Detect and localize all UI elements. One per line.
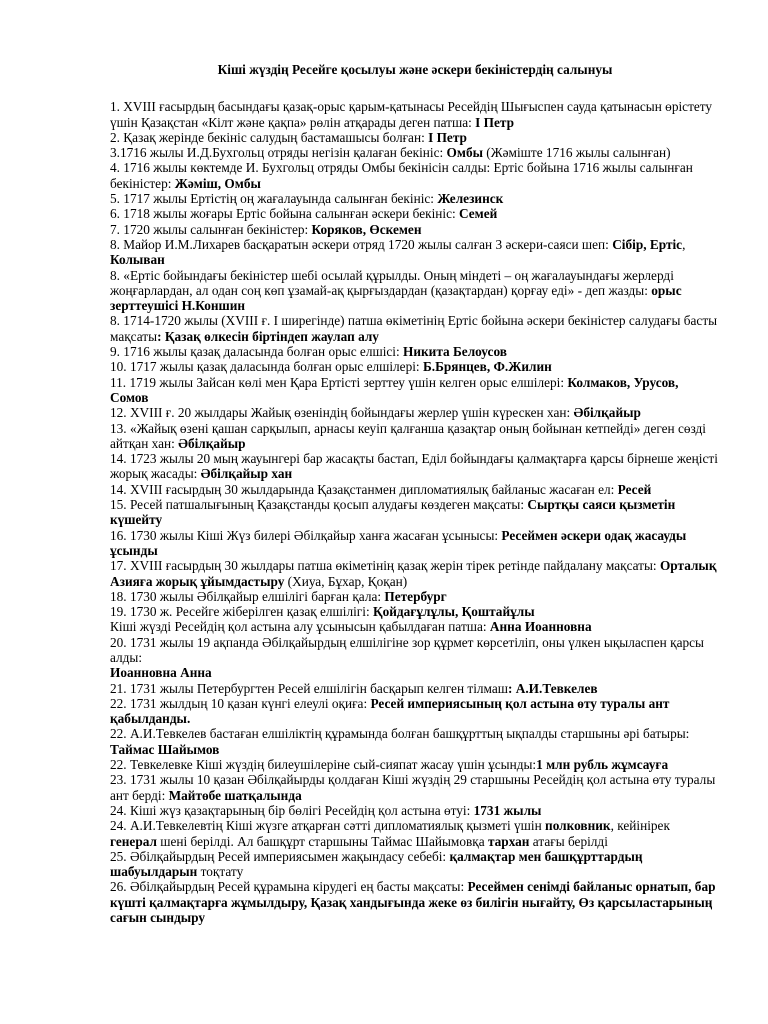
answer-text: генерал — [110, 833, 157, 849]
list-item — [110, 772, 720, 803]
answer-text: Әбілқайыр — [178, 435, 246, 451]
list-item — [110, 268, 720, 314]
question-text: 25. Әбілқайырдың Ресей империясымен жақындасу себебі: — [110, 848, 450, 864]
list-item — [110, 237, 720, 268]
list-item — [110, 619, 720, 634]
list-item — [110, 160, 720, 191]
list-item — [110, 604, 720, 619]
question-text: 24. Кіші жүз қазақтарының бір бөлігі Ресейдің қол астына өтуі: — [110, 802, 474, 818]
question-text: 17. XVIII ғасырдың 30 жылдары патша өкіметінің қазақ жерін тірек ретінде пайдалану мақсаты: — [110, 558, 660, 574]
question-text: 14. XVIII ғасырдың 30 жылдарында Қазақстанмен дипломатиялық байланыс жасаған ел: — [110, 481, 618, 497]
answer-text: орыс зерттеушісі Н.Коншин — [110, 282, 682, 314]
question-text: , кейінірек — [610, 818, 670, 834]
question-text: 11. 1719 жылы Зайсан көлі мен Қара Ертісті зерттеу үшін келген орыс елшілері: — [110, 374, 568, 390]
question-text: 14. 1723 жылы 20 мың жауынгері бар жасақты бастап, Еділ бойындағы қалмақтарға қарсы бірнеше жеңісті жорық жасады: — [110, 451, 718, 482]
answer-text: Ресей империясының қол астына өту туралы ант қабылданды. — [110, 695, 670, 727]
question-text: 22. Тевкелевке Кіші жүздің билеушілеріне сый-сияпат жасау үшін ұсынды: — [110, 757, 537, 773]
answer-text: Қойдағұлұлы, Қоштайұлы — [372, 604, 535, 620]
question-text: 10. 1717 жылы қазақ даласында болған орыс елшілері: — [110, 359, 423, 375]
page-title: Кіші жүздің Ресейге қосылуы және әскери бекіністердің салынуы — [217, 62, 613, 77]
list-item — [110, 726, 720, 757]
question-text: 6. 1718 жылы жоғары Ертіс бойына салынған әскери бекініс: — [110, 206, 459, 222]
question-text: 26. Әбілқайырдың Ресей құрамына кірудегі ең басты мақсаты: — [110, 879, 468, 895]
question-text: 13. «Жайық өзені қашан сарқылып, арнасы кеуіп қалғанша қазақтар оның бойынан кетпейді» деген сөзді айтқан хан: — [110, 420, 706, 451]
list-item — [110, 879, 720, 925]
list-item — [110, 359, 720, 374]
answer-text: : Қазақ өлкесін біртіндеп жаулап алу — [157, 328, 379, 344]
question-text: 22. 1731 жылдың 10 қазан күнгі елеулі оқиға: — [110, 695, 371, 711]
question-text: шені берілді. Ал башқұрт старшыны Таймас Шайымовқа — [156, 833, 488, 849]
answer-text: Колыван — [110, 252, 165, 268]
list-item — [110, 344, 720, 359]
question-text: 20. 1731 жылы 19 ақпанда Әбілқайырдың елшілігіне зор құрмет көрсетіліп, оны үлкен ықыласпен қарсы алды: — [110, 634, 704, 665]
question-text: тоқтату — [197, 864, 244, 880]
question-text: 24. А.И.Тевкелевтің Кіші жүзге атқарған сәтті дипломатиялық қызметі үшін — [110, 818, 546, 834]
list-item — [110, 451, 720, 482]
list-item — [110, 849, 720, 880]
question-text: 3.1716 жылы И.Д.Бухгольц отряды негізін қалаған бекініс: — [110, 145, 447, 161]
question-text: 7. 1720 жылы салынған бекіністер: — [110, 221, 312, 237]
list-item — [110, 145, 720, 160]
list-item — [110, 191, 720, 206]
question-text: 21. 1731 жылы Петербургтен Ресей елшілігін басқарып келген тілмаш — [110, 680, 508, 696]
answer-text: қалмақтар мен башқұрттардың шабуылдарын — [110, 848, 643, 880]
list-item — [110, 818, 720, 849]
list-item — [110, 130, 720, 145]
list-item — [110, 222, 720, 237]
answer-text: Колмаков, Урусов, Сомов — [110, 374, 679, 405]
list-item — [110, 558, 720, 589]
question-text: атағы берілді — [529, 833, 608, 849]
list-item — [110, 421, 720, 452]
question-text: 4. 1716 жылы көктемде И. Бухгольц отряды Омбы бекінісін салды: Ертіс бойына 1716 жылы салынған бекіністер: — [110, 160, 693, 191]
answer-text: Ресей — [617, 481, 652, 497]
document-page — [110, 62, 720, 925]
answer-text: Анна Иоанновна — [489, 619, 592, 635]
question-text: 23. 1731 жылы 10 қазан Әбілқайырды қолдаған Кіші жүздің 29 старшыны Ресейдің қол астына өту туралы ант берді: — [110, 772, 716, 803]
answer-text: I Петр — [428, 129, 467, 145]
answer-text: Әбілқайыр хан — [200, 466, 293, 482]
list-item — [110, 589, 720, 604]
list-item — [110, 482, 720, 497]
question-text: 16. 1730 жылы Кіші Жүз билері Әбілқайыр ханға жасаған ұсынысы: — [110, 527, 502, 543]
list-item — [110, 405, 720, 420]
question-text: 1. XVIII ғасырдың басындағы қазақ-орыс қарым-қатынасы Ресейдің Шығыспен сауда қатынасын өрістету үшін Қазақстан «Кілт және қақпа» рөлін атқарады деген патша: — [110, 99, 713, 130]
question-text: 8. Майор И.М.Лихарев басқаратын әскери отряд 1720 жылы салған 3 әскери-саяси шеп: — [110, 236, 613, 252]
list-item — [110, 681, 720, 696]
answer-text: Әбілқайыр — [573, 405, 641, 421]
question-text: 9. 1716 жылы қазақ даласында болған орыс елшісі: — [110, 344, 404, 360]
answer-text: Сыртқы саяси қызметін күшейту — [110, 497, 676, 528]
list-item — [110, 757, 720, 772]
answer-text: Петербург — [384, 588, 447, 604]
list-item — [110, 528, 720, 559]
list-item — [110, 635, 720, 666]
answer-text: Жәміш, Омбы — [174, 175, 261, 191]
answer-text: Сібір, Ертіс — [612, 236, 683, 252]
question-text: 12. XVIII ғ. 20 жылдары Жайық өзеніндің бойындағы жерлер үшін күрескен хан: — [110, 405, 574, 421]
answer-text: : А.И.Тевкелев — [508, 680, 598, 696]
list-item — [110, 99, 720, 130]
question-text: 8. «Ертіс бойындағы бекіністер шебі осылай құрылды. Оның міндеті – оң жағалауындағы жерлерді жоңғарлардан, ал одан соң көп ұзамай-ақ қырғыздардан (қазақтардан) қорғау еді» - деп жазды: — [110, 267, 674, 298]
list-item — [110, 497, 720, 528]
question-text: 22. А.И.Тевкелев бастаған елшіліктің құрамында болған башқұрттың ықпалды старшыны әрі батыры: — [110, 726, 690, 742]
question-text: 8. 1714-1720 жылы (XVIII ғ. I ширегінде) патша өкіметінің Ертіс бойына әскери бекіністер салудағы басты мақсаты — [110, 313, 718, 344]
question-text: 19. 1730 ж. Ресейге жіберілген қазақ елшілігі: — [110, 604, 373, 620]
question-text: (Хиуа, Бұхар, Қоқан) — [284, 573, 408, 589]
question-text: 2. Қазақ жерінде бекініс салудың бастамашысы болған: — [110, 129, 429, 145]
answer-text: Ресеймен сенімді байланыс орнатып, бар күшті қалмақтарға жұмылдыру, Қазақ хандығында жеке өз билігін нығайту, Өз қарсыластарының сағын сындыру — [110, 879, 716, 926]
answer-text: полковник — [545, 818, 611, 834]
answer-text: Таймас Шайымов — [110, 741, 220, 757]
list-item — [110, 313, 720, 344]
question-text: , — [682, 236, 686, 252]
answer-text: Коряков, Өскемен — [311, 221, 422, 237]
answer-text: Майтөбе шатқалында — [168, 787, 302, 803]
list-item — [110, 696, 720, 727]
question-text: 15. Ресей патшалығының Қазақстанды қосып алудағы көздеген мақсаты: — [110, 497, 528, 513]
question-text: (Жәміште 1716 жылы салынған) — [482, 145, 671, 161]
list-item — [110, 665, 720, 680]
answer-text: Железинск — [437, 191, 504, 207]
answer-text: Орталық Азияға жорық ұйымдастыру — [110, 558, 717, 589]
answer-text: Б.Брянцев, Ф.Жилин — [422, 359, 552, 375]
list-item — [110, 206, 720, 221]
answer-text: тархан — [487, 833, 530, 849]
answer-text: Иоанновна Анна — [110, 665, 212, 681]
answer-text: I Петр — [475, 114, 514, 130]
question-text: 5. 1717 жылы Ертістің оң жағалауында салынған бекініс: — [110, 191, 438, 207]
answer-text: Омбы — [446, 145, 483, 161]
answer-text: 1 млн рубль жұмсауға — [536, 757, 669, 773]
question-text: 18. 1730 жылы Әбілқайыр елшілігі барған қала: — [110, 588, 385, 604]
list-item — [110, 375, 720, 406]
answer-text: Никита Белоусов — [403, 344, 507, 360]
list-item — [110, 803, 720, 818]
answer-text: 1731 жылы — [473, 802, 542, 818]
question-text: Кіші жүзді Ресейдің қол астына алу ұсынысын қабылдаған патша: — [110, 619, 490, 635]
answer-text: Ресеймен әскери одақ жасауды ұсынды — [110, 527, 687, 558]
question-list — [110, 99, 720, 925]
answer-text: Семей — [459, 206, 498, 222]
